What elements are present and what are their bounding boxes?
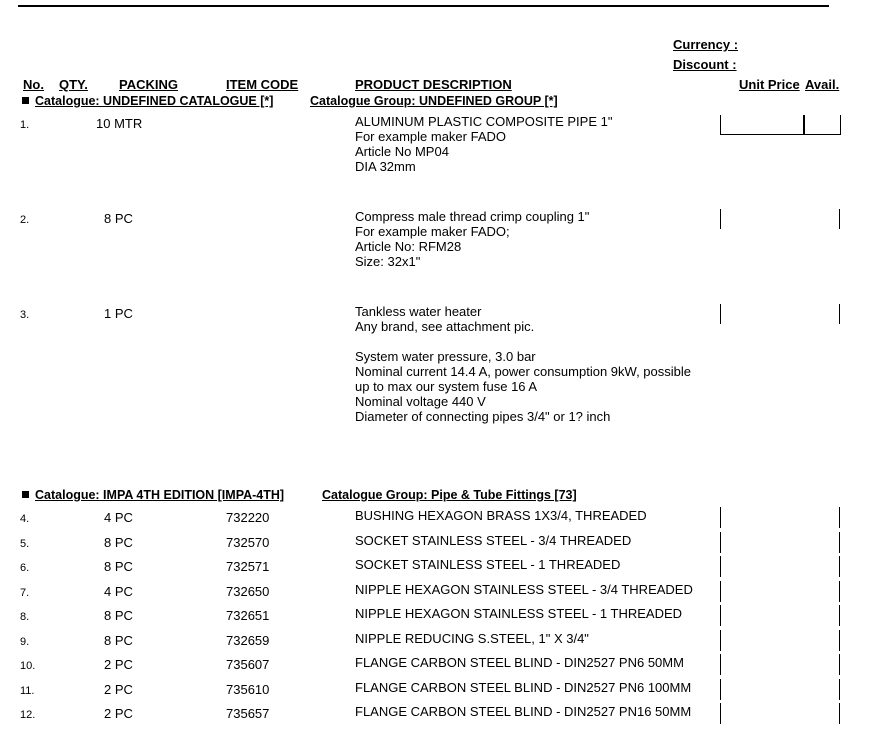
row-number: 6. [20,562,30,574]
row-description-line: up to max our system fuse 16 A [355,379,538,394]
col-header-qty: QTY. [59,77,88,92]
row-description-line: Tankless water heater [355,304,482,319]
row-qty: 4 PC [104,510,133,525]
row-description-line: Nominal voltage 440 V [355,394,486,409]
section1-catalogue: Catalogue: UNDEFINED CATALOGUE [*] [35,94,274,108]
section-bullet-icon [22,97,29,104]
row-number: 5. [20,537,30,550]
row-description: NIPPLE HEXAGON STAINLESS STEEL - 3/4 THREADED [355,581,693,597]
row-item-code: 732220 [226,510,270,525]
unit-price-cell[interactable] [720,630,721,651]
row-number: 9. [20,635,30,648]
avail-cell[interactable] [839,209,840,229]
row-number: 7. [20,586,30,599]
row-description: SOCKET STAINLESS STEEL - 1 THREADED [355,557,621,572]
row-number: 4. [20,513,30,525]
row-qty: 4 PC [104,583,133,599]
unit-price-cell[interactable] [720,679,721,700]
currency-label: Currency : [673,37,739,52]
row-description-line: Article No: RFM28 [355,239,462,254]
row-description-line: DIA 32mm [355,159,416,174]
avail-cell[interactable] [839,654,840,675]
discount-label: Discount : [673,57,737,72]
row-description-line: Article No MP04 [355,144,449,159]
avail-cell[interactable] [839,630,840,651]
section2-group: Catalogue Group: Pipe & Tube Fittings [73] [322,488,577,502]
unit-price-cell[interactable] [720,605,721,626]
section1-group: Catalogue Group: UNDEFINED GROUP [*] [310,94,558,108]
unit-price-cell[interactable] [720,115,804,135]
row-description-line: For example maker FADO [355,129,506,144]
top-rule [18,5,829,7]
row-item-code: 732650 [226,583,270,599]
avail-cell[interactable] [839,304,840,324]
unit-price-cell[interactable] [720,581,721,602]
row-description: FLANGE CARBON STEEL BLIND - DIN2527 PN6 100MM [355,679,692,695]
row-description: NIPPLE HEXAGON STAINLESS STEEL - 1 THREADED [355,606,683,621]
unit-price-cell[interactable] [720,304,721,324]
row-item-code: 732651 [226,608,270,623]
row-description: SOCKET STAINLESS STEEL - 3/4 THREADED [355,532,632,548]
row-description-line: For example maker FADO; [355,224,510,239]
row-qty: 8 PC [104,559,133,574]
row-qty: 10 MTR [96,116,143,131]
row-qty: 2 PC [104,657,133,672]
row-qty: 2 PC [104,681,133,697]
row-item-code: 735607 [226,657,270,672]
row-description-line: Diameter of connecting pipes 3/4" or 1? inch [355,409,611,424]
row-description-line: Compress male thread crimp coupling 1" [355,209,590,224]
row-description-line: ALUMINUM PLASTIC COMPOSITE PIPE 1" [355,114,613,129]
row-description-line: Size: 32x1" [355,254,421,269]
col-header-packing: PACKING [119,77,178,92]
row-number: 10. [20,660,36,672]
col-header-no: No. [23,77,44,92]
avail-cell[interactable] [839,507,840,528]
row-qty: 8 PC [104,534,133,550]
avail-cell[interactable] [839,703,840,724]
row-qty: 2 PC [104,706,133,721]
row-item-code: 732570 [226,534,270,550]
unit-price-cell[interactable] [720,532,721,553]
row-number: 8. [20,611,30,623]
row-item-code: 732659 [226,632,270,648]
col-header-description: PRODUCT DESCRIPTION [355,77,512,92]
col-header-item-code: ITEM CODE [226,77,299,92]
row-description: FLANGE CARBON STEEL BLIND - DIN2527 PN6 50MM [355,655,684,670]
avail-cell[interactable] [839,679,840,700]
section-bullet-icon [22,491,29,498]
avail-cell[interactable] [839,532,840,553]
row-qty: 8 PC [104,632,133,648]
section2-catalogue: Catalogue: IMPA 4TH EDITION [IMPA-4TH] [35,488,285,502]
row-description-line: Any brand, see attachment pic. [355,319,535,334]
row-item-code: 732571 [226,559,270,574]
unit-price-cell[interactable] [720,556,721,577]
row-description: FLANGE CARBON STEEL BLIND - DIN2527 PN16 50MM [355,704,692,719]
avail-cell[interactable] [839,605,840,626]
avail-cell[interactable] [839,581,840,602]
col-header-unit-price: Unit Price [739,77,800,92]
row-qty: 8 PC [104,608,133,623]
unit-price-cell[interactable] [720,654,721,675]
row-number: 1. [20,119,30,131]
row-number: 12. [20,709,36,721]
unit-price-cell[interactable] [720,209,721,229]
row-qty: 8 PC [104,211,133,226]
unit-price-cell[interactable] [720,703,721,724]
row-number: 2. [20,214,30,226]
row-description-line: Nominal current 14.4 A, power consumption 9kW, possible [355,364,692,379]
row-description-line: System water pressure, 3.0 bar [355,349,536,364]
row-item-code: 735610 [226,681,270,697]
row-number: 11. [20,684,35,697]
row-number: 3. [20,309,30,321]
avail-cell[interactable] [839,556,840,577]
col-header-avail: Avail. [805,77,840,92]
row-description: BUSHING HEXAGON BRASS 1X3/4, THREADED [355,508,647,523]
unit-price-cell[interactable] [720,507,721,528]
row-description: NIPPLE REDUCING S.STEEL, 1" X 3/4" [355,630,589,646]
row-item-code: 735657 [226,706,270,721]
avail-cell[interactable] [804,115,841,135]
row-qty: 1 PC [104,306,133,321]
